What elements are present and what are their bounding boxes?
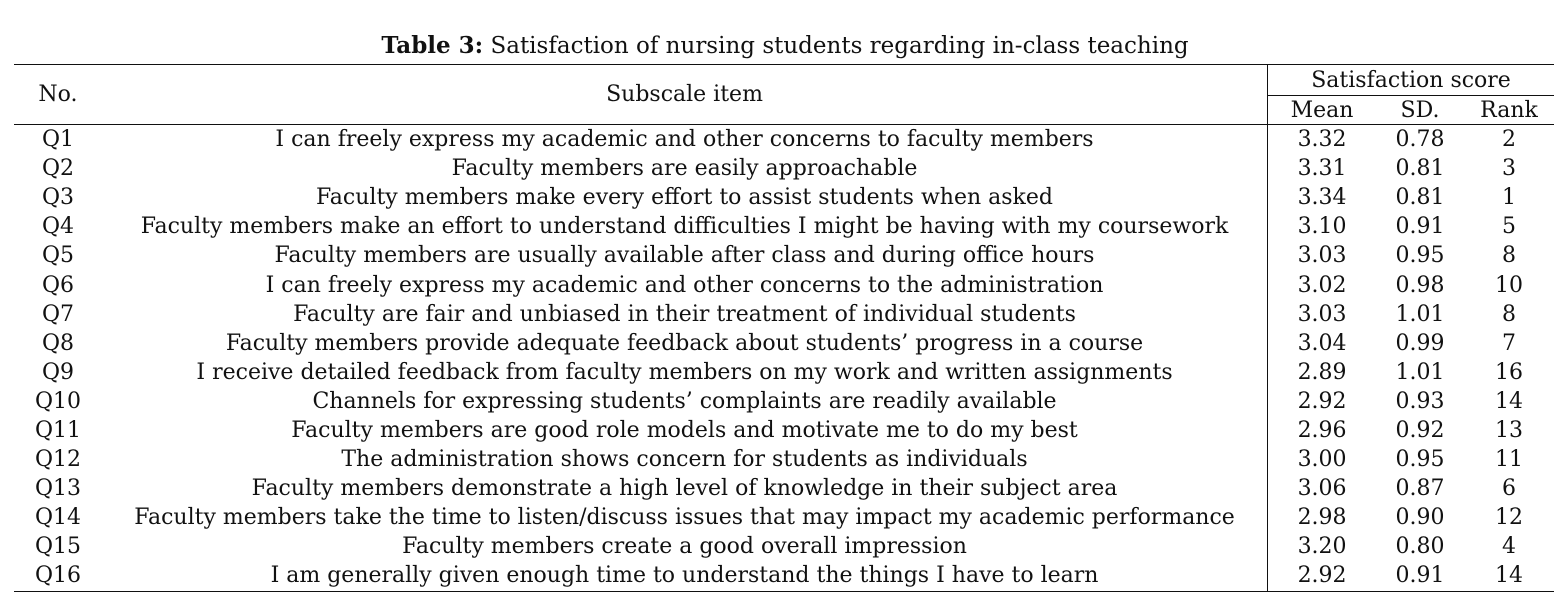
row-rank: 1 <box>1501 185 1516 211</box>
row-rank: 3 <box>1501 156 1516 182</box>
row-rank: 8 <box>1501 243 1516 269</box>
table-row <box>14 445 1554 474</box>
row-mean: 3.03 <box>1268 300 1376 329</box>
row-mean: 3.31 <box>1268 154 1376 183</box>
row-rank: 14 <box>1464 561 1554 591</box>
row-mean: 3.02 <box>1268 270 1376 299</box>
row-mean: 2.92 <box>1268 387 1376 416</box>
row-sd: 0.91 <box>1395 214 1445 240</box>
row-number: Q1 <box>41 127 74 153</box>
row-mean: 2.98 <box>1268 503 1376 532</box>
row-rank: 10 <box>1494 272 1523 298</box>
row-sd: 0.87 <box>1395 476 1445 502</box>
row-subscale-item: The administration shows concern for students as individuals <box>341 447 1028 473</box>
row-number: Q10 <box>34 388 81 414</box>
row-number: Q14 <box>34 505 81 531</box>
table-row <box>14 503 1554 532</box>
row-number: Q8 <box>41 330 74 356</box>
row-subscale-item: Faculty members are good role models and motivate me to do my best <box>291 417 1078 443</box>
table-row <box>14 300 1554 329</box>
row-subscale-item: Faculty members provide adequate feedback about students’ progress in a course <box>225 330 1144 356</box>
row-subscale-item: Faculty members are easily approachable <box>451 156 918 182</box>
header-no: No. <box>14 65 102 125</box>
row-mean: 3.04 <box>1268 329 1376 358</box>
table-caption-label: Table 3: <box>381 32 484 59</box>
table-row <box>14 387 1554 416</box>
row-rank: 14 <box>1494 388 1523 414</box>
row-subscale-item: Faculty members make an effort to understand difficulties I might be having with my coursework <box>140 214 1229 240</box>
row-sd: 0.93 <box>1395 388 1445 414</box>
row-rank: 11 <box>1494 447 1523 473</box>
row-number: Q3 <box>41 185 74 211</box>
row-subscale-item: Channels for expressing students’ complaints are readily available <box>312 388 1057 414</box>
table-row <box>14 154 1554 183</box>
table-row <box>14 474 1554 503</box>
row-subscale-item: I can freely express my academic and other concerns to the administration <box>265 272 1104 298</box>
row-rank: 12 <box>1494 505 1523 531</box>
header-subscale-item: Subscale item <box>102 65 1268 125</box>
satisfaction-table <box>14 64 1554 592</box>
table-row <box>14 241 1554 270</box>
row-number: Q2 <box>41 156 74 182</box>
header-sd: SD. <box>1376 96 1464 125</box>
table-row <box>14 212 1554 241</box>
row-rank: 13 <box>1494 417 1523 443</box>
row-subscale-item: Faculty members demonstrate a high level of knowledge in their subject area <box>251 476 1118 502</box>
table-row <box>14 561 1554 591</box>
row-number: Q5 <box>41 243 74 269</box>
table-body <box>14 125 1554 592</box>
row-sd: 0.95 <box>1395 447 1445 473</box>
row-number: Q4 <box>41 214 74 240</box>
row-sd: 0.80 <box>1395 534 1445 560</box>
row-subscale-item: Faculty members are usually available after class and during office hours <box>274 243 1095 269</box>
row-mean: 2.96 <box>1268 416 1376 445</box>
row-sd: 0.92 <box>1395 417 1445 443</box>
row-rank: 7 <box>1501 330 1516 356</box>
row-subscale-item: Faculty members take the time to listen/discuss issues that may impact my academic performance <box>134 505 1235 531</box>
table-row <box>14 416 1554 445</box>
table-row <box>14 532 1554 561</box>
table-row <box>14 183 1554 212</box>
header-satisfaction-score: Satisfaction score <box>1268 65 1554 96</box>
row-subscale-item: Faculty members create a good overall impression <box>402 534 967 560</box>
table-caption <box>0 30 1560 62</box>
row-mean: 3.06 <box>1268 474 1376 503</box>
row-mean: 3.00 <box>1268 445 1376 474</box>
row-rank: 16 <box>1494 359 1523 385</box>
row-number: Q11 <box>34 417 81 443</box>
row-rank: 4 <box>1501 534 1516 560</box>
row-sd: 1.01 <box>1395 359 1445 385</box>
row-sd: 1.01 <box>1395 301 1445 327</box>
table-row <box>14 358 1554 387</box>
row-sd: 0.90 <box>1395 505 1445 531</box>
row-sd: 0.81 <box>1395 185 1445 211</box>
row-number: Q6 <box>41 272 74 298</box>
row-mean: 3.32 <box>1268 125 1376 155</box>
row-subscale-item: I am generally given enough time to understand the things I have to learn <box>102 561 1268 591</box>
table-caption-text: Satisfaction of nursing students regarding in-class teaching <box>490 33 1189 59</box>
row-rank: 6 <box>1501 476 1516 502</box>
row-rank: 8 <box>1501 301 1516 327</box>
row-mean: 3.20 <box>1268 532 1376 561</box>
row-sd: 0.99 <box>1395 330 1445 356</box>
row-mean: 2.92 <box>1268 561 1376 591</box>
row-mean: 3.10 <box>1268 212 1376 241</box>
table-header <box>14 65 1554 125</box>
row-mean: 2.89 <box>1268 358 1376 387</box>
row-sd: 0.95 <box>1395 243 1445 269</box>
table-row <box>14 125 1554 155</box>
header-mean: Mean <box>1268 96 1376 125</box>
row-rank: 5 <box>1501 214 1516 240</box>
row-sd: 0.81 <box>1395 156 1445 182</box>
row-subscale-item: Faculty are fair and unbiased in their treatment of individual students <box>293 301 1076 327</box>
row-mean: 3.03 <box>1268 241 1376 270</box>
row-sd: 0.78 <box>1395 127 1445 153</box>
header-row-1 <box>14 65 1554 96</box>
row-subscale-item: I receive detailed feedback from faculty members on my work and written assignments <box>196 359 1173 385</box>
row-number: Q7 <box>41 301 74 327</box>
row-sd: 0.98 <box>1395 272 1445 298</box>
row-mean: 3.34 <box>1268 183 1376 212</box>
row-number: Q9 <box>41 359 74 385</box>
row-subscale-item: I can freely express my academic and other concerns to faculty members <box>275 127 1094 153</box>
table-row <box>14 329 1554 358</box>
table-row <box>14 270 1554 299</box>
row-subscale-item: Faculty members make every effort to assist students when asked <box>316 185 1053 211</box>
row-number: Q15 <box>34 534 81 560</box>
row-number: Q13 <box>34 476 81 502</box>
row-number: Q16 <box>14 561 102 591</box>
header-rank: Rank <box>1464 96 1554 125</box>
row-rank: 2 <box>1501 127 1516 153</box>
row-sd: 0.91 <box>1376 561 1464 591</box>
row-number: Q12 <box>34 447 81 473</box>
